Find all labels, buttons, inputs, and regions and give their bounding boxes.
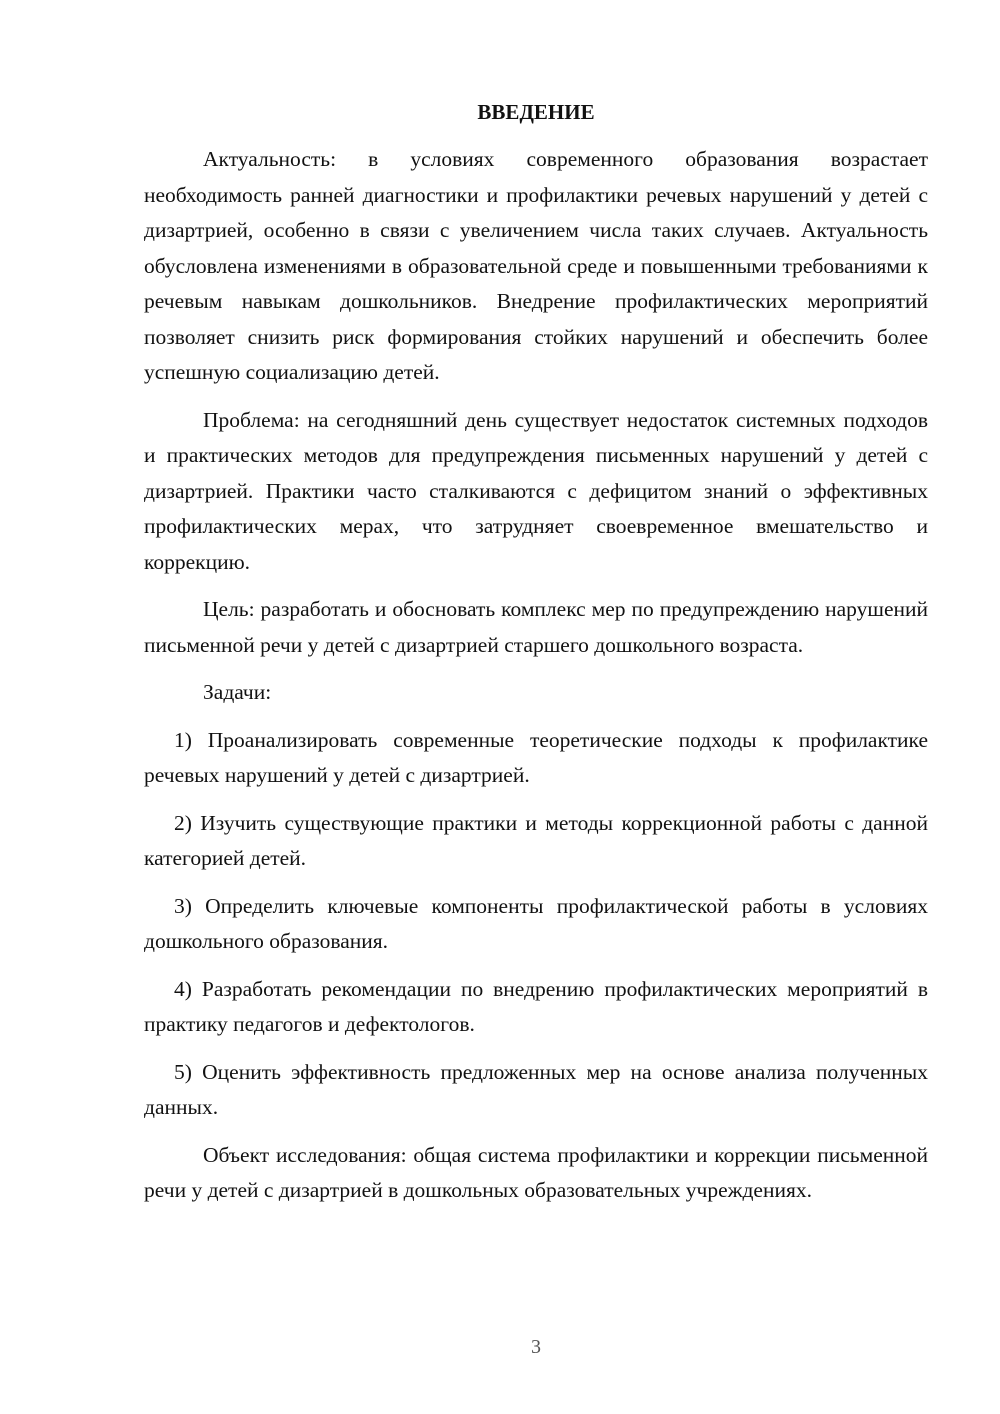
document-body [144,142,928,1221]
task-item-4: 4) Разработать рекомендации по внедрению профилактических мероприятий в практику педагогов и дефектологов. [144,976,928,1036]
page-number: 3 [531,1336,541,1358]
research-object-paragraph: Объект исследования: общая система профилактики и коррекции письменной речи у детей с дизартрией в дошкольных образовательных учреждениях. [144,1142,928,1202]
task-item-5: 5) Оценить эффективность предложенных мер на основе анализа полученных данных. [144,1059,928,1119]
relevance-paragraph: Актуальность: в условиях современного образования возрастает необходимость ранней диагностики и профилактики речевых нарушений у детей с дизартрией, особенно в связи с увеличением числа таких случаев. Актуальность обусловлена изменениями в образовательной среде и повышенными требованиями к речевым навыкам дошкольников. Внедрение профилактических мероприятий позволяет снизить риск формирования стойких нарушений и обеспечить более успешную социализацию детей. [144,147,928,384]
goal-paragraph: Цель: разработать и обосновать комплекс мер по предупреждению нарушений письменной речи у детей с дизартрией старшего дошкольного возраста. [144,597,928,657]
problem-paragraph: Проблема: на сегодняшний день существует недостаток системных подходов и практических методов для предупреждения письменных нарушений у детей с дизартрией. Практики часто сталкиваются с дефицитом знаний о эффективных профилактических мерах, что затрудняет своевременное вмешательство и коррекцию. [144,407,928,574]
tasks-heading: Задачи: [203,680,272,704]
task-item-3: 3) Определить ключевые компоненты профилактической работы в условиях дошкольного образования. [144,893,928,953]
section-title: ВВЕДЕНИЕ [477,100,595,124]
task-item-2: 2) Изучить существующие практики и методы коррекционной работы с данной категорией детей. [144,810,928,870]
task-item-1: 1) Проанализировать современные теоретические подходы к профилактике речевых нарушений у детей с дизартрией. [144,727,928,787]
